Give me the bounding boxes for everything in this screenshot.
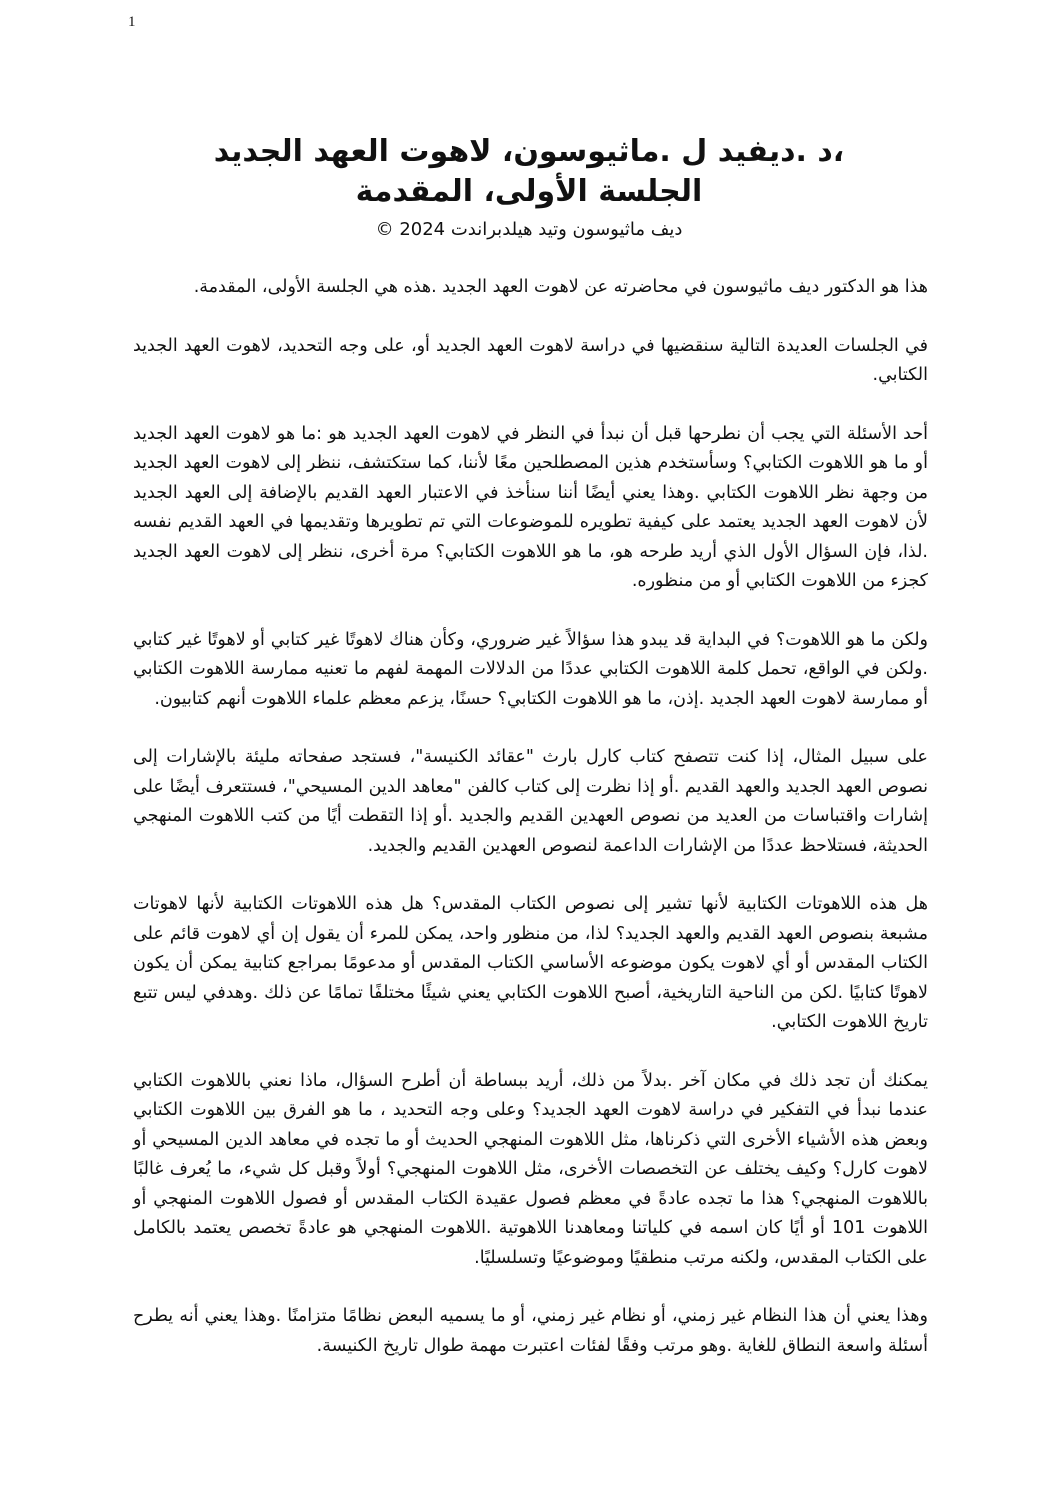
paragraph: وهذا يعني أن هذا النظام غير زمني، أو نظام غير زمني، أو ما يسميه البعض نظامًا متزامنًا .وهذا يعني أنه يطرح أسئلة واسعة النطاق للغاية .وهو مرتب وفقًا لفئات اعتبرت مهمة طوال تاريخ الكنيسة. — [133, 1306, 928, 1356]
paragraph: يمكنك أن تجد ذلك في مكان آخر .بدلاً من ذلك، أريد ببساطة أن أطرح السؤال، ماذا نعني باللاهوت الكتابي عندما نبدأ في التفكير في دراسة لاهوت العهد الجديد؟ وعلى وجه التحديد ، ما هو الفرق بين اللاهوت الكتابي وبعض هذه الأشياء الأخرى التي ذكرناها، مثل اللاهوت المنهجي الحديث أو ما تجده في معاهد الدين المسيحي أو لاهوت كارل؟ وكيف يختلف عن التخصصات الأخرى، مثل اللاهوت المنهجي؟ أولاً وقبل كل شيء، ما يُعرف غالبًا باللاهوت المنهجي؟ هذا ما تجده عادةً في معظم فصول عقيدة الكتاب المقدس أو فصول اللاهوت المنهجي أو اللاهوت 101 أو أيًا كان اسمه في كلياتنا ومعاهدنا اللاهوتية .اللاهوت المنهجي هو عادةً تخصص يعتمد بالكامل على الكتاب المقدس، ولكنه مرتب منطقيًا وموضوعيًا وتسلسليًا. — [133, 1070, 928, 1268]
document-title — [100, 132, 958, 212]
paragraph: أحد الأسئلة التي يجب أن نطرحها قبل أن نبدأ في النظر في لاهوت العهد الجديد هو :ما هو لاهوت العهد الجديد أو ما هو اللاهوت الكتابي؟ وسأستخدم هذين المصطلحين معًا لأننا، كما ستكتشف، ننظر إلى لاهوت العهد الجديد من وجهة نظر اللاهوت الكتابي .وهذا يعني أيضًا أننا سنأخذ في الاعتبار العهد القديم بالإضافة إلى العهد الجديد لأن لاهوت العهد الجديد يعتمد على كيفية تطويره للموضوعات التي تم تطويرها وتقديمها في العهد القديم نفسه .لذا، فإن السؤال الأول الذي أريد طرحه هو، ما هو اللاهوت الكتابي؟ مرة أخرى، ننظر إلى لاهوت العهد الجديد كجزء من اللاهوت الكتابي أو من منظوره. — [133, 423, 928, 591]
paragraph: ولكن ما هو اللاهوت؟ في البداية قد يبدو هذا سؤالاً غير ضروري، وكأن هناك لاهوتًا غير كتابي أو لاهوتًا غير كتابي .ولكن في الواقع، تحمل كلمة اللاهوت الكتابي عددًا من الدلالات المهمة لفهم ما تعنيه ممارسة اللاهوت الكتابي أو ممارسة لاهوت العهد الجديد .إذن، ما هو اللاهوت الكتابي؟ حسنًا، يزعم معظم علماء اللاهوت أنهم كتابيون. — [133, 629, 928, 709]
paragraph: في الجلسات العديدة التالية سنقضيها في دراسة لاهوت العهد الجديد أو، على وجه التحديد، لاهوت العهد الجديد الكتابي. — [133, 335, 928, 385]
title-line-1: ،د .ديفيد ل .ماثيوسون، لاهوت العهد الجديد — [213, 134, 845, 169]
page-number: 1 — [128, 14, 136, 30]
copyright-line: ديف ماثيوسون وتيد هيلدبراندت 2024 © — [375, 219, 683, 240]
paragraph: هذا هو الدكتور ديف ماثيوسون في محاضرته عن لاهوت العهد الجديد .هذه هي الجلسة الأولى، المقدمة. — [193, 277, 928, 297]
title-line-2: الجلسة الأولى، المقدمة — [355, 174, 703, 209]
document-body — [133, 273, 928, 1390]
paragraph: على سبيل المثال، إذا كنت تتصفح كتاب كارل بارث "عقائد الكنيسة"، فستجد صفحاته مليئة بالإشارات إلى نصوص العهد الجديد والعهد القديم .أو إذا نظرت إلى كتاب كالفن "معاهد الدين المسيحي"، فستتعرف أيضًا على إشارات واقتباسات من العديد من نصوص العهدين القديم والجديد .أو إذا التقطت أيًا من كتب اللاهوت المنهجي الحديثة، فستلاحظ عددًا من الإشارات الداعمة لنصوص العهدين القديم والجديد. — [133, 747, 928, 856]
paragraph: هل هذه اللاهوتات الكتابية لأنها تشير إلى نصوص الكتاب المقدس؟ هل هذه اللاهوتات الكتابية لأنها لاهوتات مشبعة بنصوص العهد القديم والعهد الجديد؟ لذا، من منظور واحد، يمكن للمرء أن يقول إن أي لاهوت قائم على الكتاب المقدس أو أي لاهوت يكون موضوعه الأساسي الكتاب المقدس أو مدعومًا بمراجع كتابية يمكن أن يكون لاهوتًا كتابيًا .لكن من الناحية التاريخية، أصبح اللاهوت الكتابي يعني شيئًا مختلفًا تمامًا عن ذلك .وهدفي ليس تتبع تاريخ اللاهوت الكتابي. — [133, 894, 928, 1032]
